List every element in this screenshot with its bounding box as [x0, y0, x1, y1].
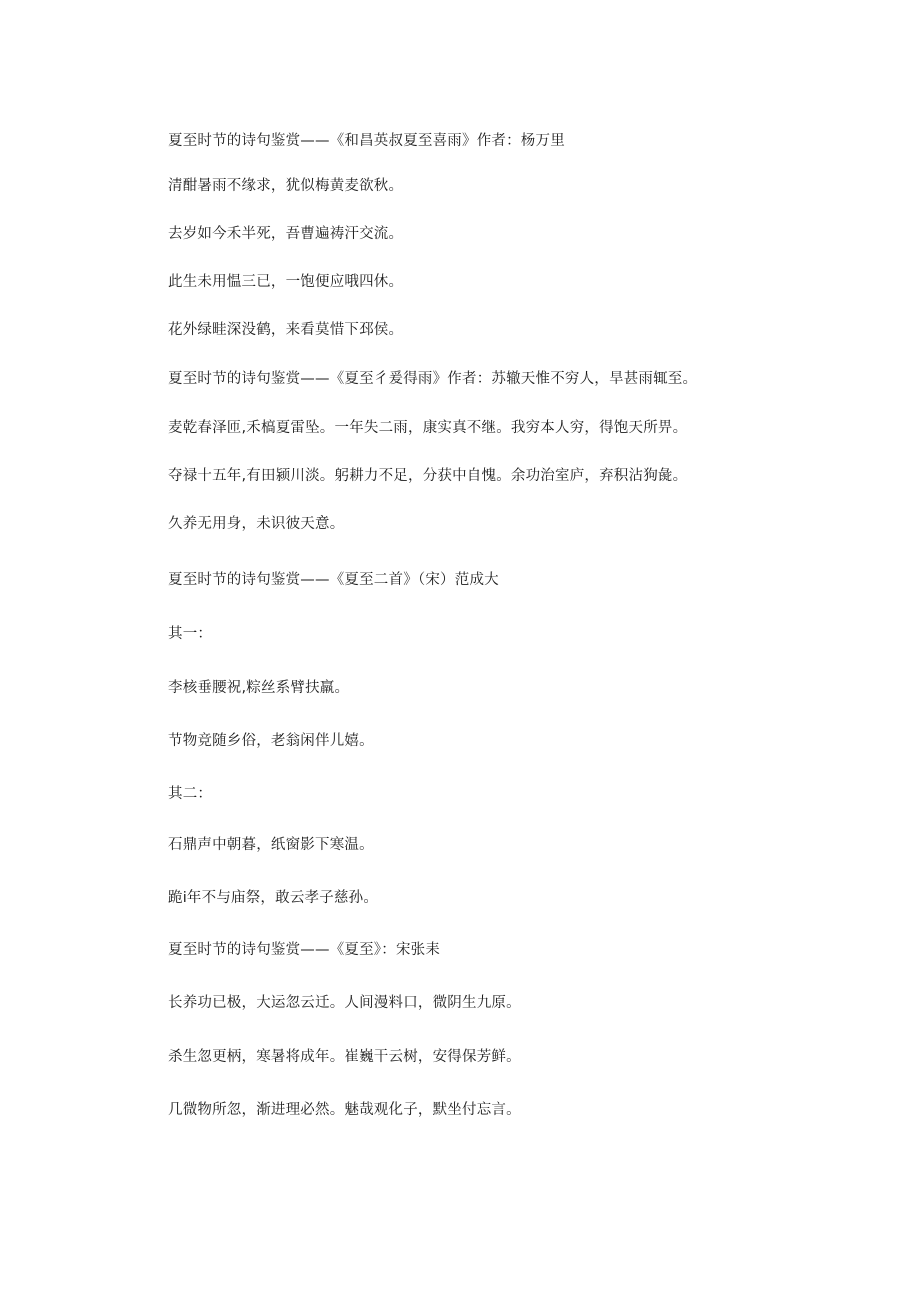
poem-line: 久养无用身，未识彼天意。 — [168, 516, 345, 532]
poem-line: 跪i年不与庙祭，敢云孝子慈孙。 — [168, 890, 379, 906]
poem-heading-1: 夏至时节的诗句鉴赏——《和昌英叔夏至喜雨》作者：杨万里 — [168, 133, 565, 149]
poem-line: 清酣暑雨不缘求，犹似梅黄麦欲秋。 — [168, 178, 404, 194]
poem-line: 麦乾春泽匝,禾槁夏雷坠。一年失二雨，康实真不继。我穷本人穷，得饱天所畀。 — [168, 420, 688, 436]
poem-heading-2: 夏至时节的诗句鉴赏——《夏至彳爰得雨》作者：苏辙天惟不穷人，旱甚雨辄至。 — [168, 371, 698, 387]
poem-line: 节物竞随乡俗，老翁闲伴儿嬉。 — [168, 733, 374, 749]
poem-line: 李核垂腰祝,粽丝系臂扶羸。 — [168, 680, 350, 696]
section-label: 其二： — [168, 786, 213, 802]
poem-line: 杀生忽更柄，寒暑将成年。崔巍干云树，安得保芳鲜。 — [168, 1049, 521, 1065]
poem-line: 几微物所忽，渐进理必然。魅哉观化子，默坐付忘言。 — [168, 1102, 521, 1118]
section-label: 其一： — [168, 626, 213, 642]
poem-line: 夺禄十五年,有田颍川淡。躬耕力不足，分获中自愧。余功治室庐，弃积沾狗彘。 — [168, 468, 688, 484]
poem-line: 花外绿畦深没鹤，来看莫惜下邳侯。 — [168, 322, 404, 338]
poem-line: 此生未用愠三已，一饱便应哦四休。 — [168, 274, 404, 290]
poem-line: 长养功已极，大运忽云迁。人间漫料口，微阴生九原。 — [168, 995, 521, 1011]
poem-line: 石鼎声中朝暮，纸窗影下寒温。 — [168, 837, 374, 853]
poem-heading-4: 夏至时节的诗句鉴赏——《夏至》：宋张耒 — [168, 942, 441, 958]
poem-line: 去岁如今禾半死，吾曹遍祷汗交流。 — [168, 226, 404, 242]
poem-heading-3: 夏至时节的诗句鉴赏——《夏至二首》（宋）范成大 — [168, 572, 499, 588]
